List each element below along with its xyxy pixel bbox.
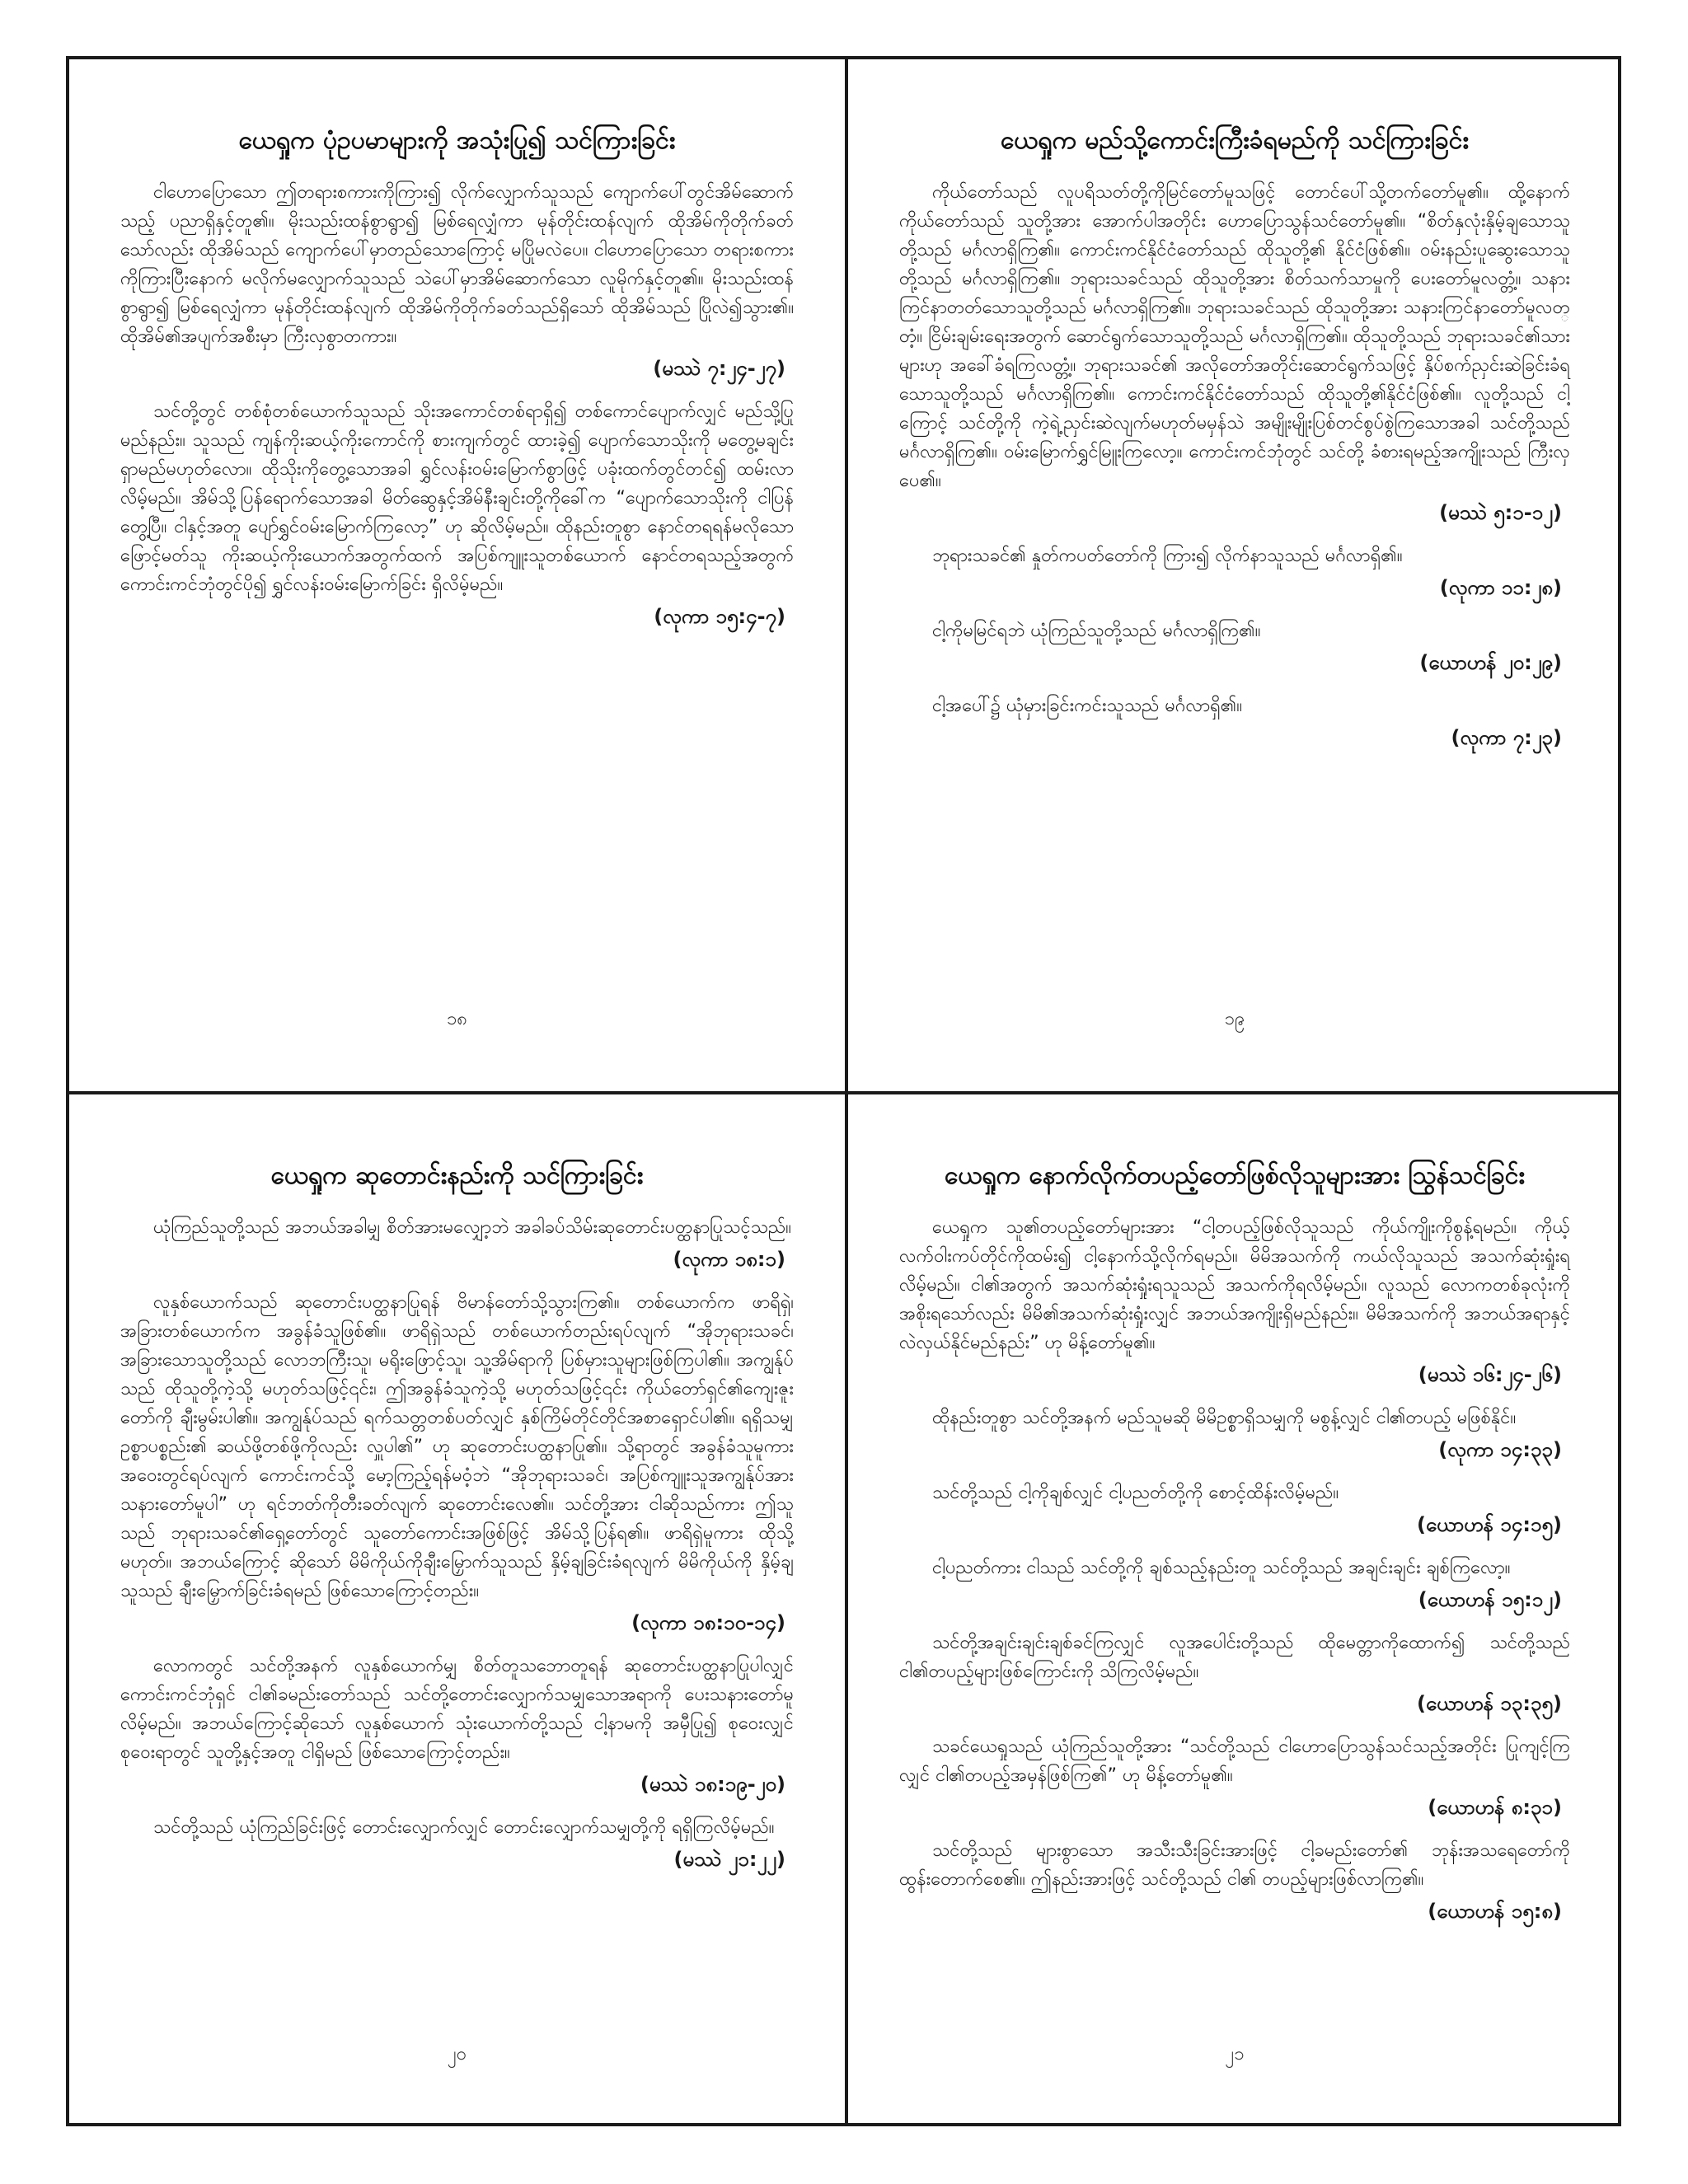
- page-panel-bottom-left: [69, 1094, 845, 2126]
- verse-blocks: [120, 1213, 794, 1873]
- page-number: ၂၀: [447, 2044, 467, 2064]
- scripture-reference: (မဿဲ ၇:၂၄-၂၇): [653, 357, 785, 380]
- page-title: ယေရှုက ပုံဥပမာများကို အသုံးပြု၍ သင်ကြားခြင်း: [238, 126, 676, 155]
- booklet-sheet: [66, 56, 1621, 2126]
- verse-paragraph: ငါ့ကိုမမြင်ရဘဲ ယုံကြည်သူတို့သည် မင်္ဂလာရှိကြ၏။: [932, 621, 1261, 641]
- page-number: ၁၉: [1224, 1009, 1245, 1029]
- verse-paragraph: သင်တို့သည် ယုံကြည်ခြင်းဖြင့် တောင်းလျှောက်လျှင် တောင်းလျှောက်သမျှတို့ကို ရရှိကြလိမ့်မည်။: [153, 1817, 775, 1838]
- page-title: ယေရှုက ဆုတောင်းနည်းကို သင်ကြားခြင်း: [270, 1161, 644, 1190]
- scripture-reference: (လုကာ ၁၈:၁၀-၁၄): [631, 1611, 785, 1634]
- verse-paragraph: ယုံကြည်သူတို့သည် အဘယ်အခါမျှ စိတ်အားမလျှော့ဘဲ အခါခပ်သိမ်းဆုတောင်းပတ္ထနာပြုသင့်သည်။: [153, 1217, 791, 1238]
- scripture-reference: (လုကာ ၁၅:၄-၇): [654, 605, 785, 628]
- verse-blocks: [120, 178, 794, 630]
- scripture-reference: (ယောဟန် ၁၅:၈): [1428, 1900, 1562, 1923]
- scripture-reference: (မဿဲ ၁၈:၁၉-၂၀): [640, 1773, 785, 1796]
- scripture-reference: (ယောဟန် ၈:၃၁): [1428, 1796, 1562, 1819]
- scripture-reference: (ယောဟန် ၁၄:၁၅): [1417, 1513, 1562, 1536]
- scripture-reference: (မဿဲ ၅:၁-၁၂): [1439, 501, 1562, 524]
- scripture-reference: (လုကာ ၇:၂၃): [1451, 726, 1562, 749]
- page-number: ၂၁: [1225, 2044, 1245, 2064]
- verse-paragraph: လောကတွင် သင်တို့အနက် လူနှစ်ယောက်မျှ စိတ်တူသဘောတူရန် ဆုတောင်းပတ္ထနာပြုပါလျှင် ကောင်းကင်ဘုံရှင် ငါ၏ခမည်းတော်သည် သင်တို့တောင်းလျှောက်သမျှသောအရာကို ပေးသနားတော်မူလိမ့်မည်။ အဘယ်ကြောင့်ဆိုသော် လူနှစ်ယောက် သုံးယောက်တို့သည် ငါ့နာမကို အမှီပြု၍ စုဝေးလျှင် စုဝေးရာတွင် သူတို့နှင့်အတူ ငါရှိမည် ဖြစ်သောကြောင့်တည်း။: [120, 1656, 794, 1763]
- page-title: ယေရှုက နောက်လိုက်တပည့်တော်ဖြစ်လိုသူများအား ဩွန်သင်ခြင်း: [945, 1161, 1525, 1190]
- page-number: ၁၈: [447, 1009, 467, 1029]
- verse-paragraph: ကိုယ်တော်သည် လူပရိသတ်တို့ကိုမြင်တော်မူသဖြင့် တောင်ပေါ်သို့တက်တော်မူ၏။ ထို့နောက် ကိုယ်တော်သည် သူတို့အား အောက်ပါအတိုင်း ဟောပြောသွန်သင်တော်မူ၏။ “စိတ်နှလုံးနှိမ့်ချသောသူတို့သည် မင်္ဂလာရှိကြ၏။ ကောင်းကင်နိုင်ငံတော်သည် ထိုသူတို့၏ နိုင်ငံဖြစ်၏။ ဝမ်းနည်းပူဆွေးသောသူတို့သည် မင်္ဂလာရှိကြ၏။ ဘုရားသခင်သည် ထိုသူတို့အား စိတ်သက်သာမှုကို ပေးတော်မူလတ္တံ့။ သနားကြင်နာတတ်သောသူတို့သည် မင်္ဂလာရှိကြ၏။ ဘုရားသခင်သည် ထိုသူတို့အား သနားကြင်နာတော်မူလတ္တံ့။ ငြိမ်းချမ်းရေးအတွက် ဆောင်ရွက်သောသူတို့သည် မင်္ဂလာရှိကြ၏။ ထိုသူတို့သည် ဘုရားသခင်၏သားများဟု အခေါ်ခံရကြလတ္တံ့။ ဘုရားသခင်၏ အလိုတော်အတိုင်းဆောင်ရွက်သဖြင့် နှိပ်စက်ညှင်းဆဲခြင်းခံရသောသူတို့သည် မင်္ဂလာရှိကြ၏။ ကောင်းကင်နိုင်ငံတော်သည် ထိုသူတို့၏နိုင်ငံဖြစ်၏။ လူတို့သည် ငါ့ကြောင့် သင်တို့ကို ကဲ့ရဲ့ညှင်းဆဲလျက်မဟုတ်မမှန်သဲ အမျိုးမျိုးပြစ်တင်စွပ်စွဲကြသောအခါ သင်တို့သည် မင်္ဂလာရှိကြ၏။ ဝမ်းမြောက်ရွှင်မြူးကြလော့။ ကောင်းကင်ဘုံတွင် သင်တို့ ခံစားရမည့်အကျိုးသည် ကြီးလှပေ၏။: [899, 182, 1571, 491]
- scripture-reference: (ယောဟန် ၁၅:၁၂): [1418, 1588, 1562, 1611]
- page-panel-top-left: [69, 59, 845, 1091]
- scripture-reference: (လုကာ ၁၄:၃၃): [1438, 1438, 1562, 1461]
- verse-paragraph: ထိုနည်းတူစွာ သင်တို့အနက် မည်သူမဆို မိမိဥစ္စာရှိသမျှကို မစွန့်လျှင် ငါ၏တပည့် မဖြစ်နိုင်။: [932, 1408, 1517, 1428]
- verse-paragraph: ဘုရားသခင်၏ နှုတ်ကပတ်တော်ကို ကြား၍ လိုက်နာသူသည် မင်္ဂလာရှိ၏။: [932, 546, 1403, 566]
- verse-paragraph: သင်တို့သည် များစွာသော အသီးသီးခြင်းအားဖြင့် ငါ့ခမည်းတော်၏ ဘုန်းအသရေတော်ကို ထွန်းတောက်စေ၏။ ဤနည်းအားဖြင့် သင်တို့သည် ငါ၏ တပည့်များဖြစ်လာကြ၏။: [899, 1840, 1570, 1890]
- scripture-reference: (ယောဟန် ၁၃:၃၅): [1417, 1692, 1562, 1715]
- verse-paragraph: ငါ့ပညတ်ကား ငါသည် သင်တို့ကို ချစ်သည့်နည်းတူ သင်တို့သည် အချင်းချင်း ချစ်ကြလော့။: [932, 1558, 1511, 1578]
- verse-blocks: [899, 178, 1570, 752]
- scripture-reference: (မဿဲ ၂၁:၂၂): [673, 1848, 785, 1871]
- page-panel-bottom-right: [848, 1094, 1621, 2126]
- scripture-reference: (လုကာ ၁၈:၁): [673, 1248, 785, 1271]
- verse-paragraph: ယေရှုက သူ၏တပည့်တော်များအား “ငါ့တပည့်ဖြစ်လိုသူသည် ကိုယ်ကျိုးကိုစွန့်ရမည်။ ကိုယ့်လက်ဝါးကပ်တိုင်ကိုထမ်း၍ ငါ့နောက်သို့လိုက်ရမည်။ မိမိအသက်ကို ကယ်လိုသူသည် အသက်ဆုံးရှုံးရလိမ့်မည်။ ငါ၏အတွက် အသက်ဆုံးရှုံးရသူသည် အသက်ကိုရလိမ့်မည်။ လူသည် လောကတစ်ခုလုံးကို အစိုးရသော်လည်း မိမိ၏အသက်ဆုံးရှုံးလျှင် အဘယ်အကျိုးရှိမည်နည်း။ မိမိအသက်ကို အဘယ်အရာနှင့် လဲလှယ်နိုင်မည်နည်း” ဟု မိန့်တော်မူ၏။: [899, 1217, 1570, 1353]
- verse-paragraph: သခင်ယေရှုသည် ယုံကြည်သူတို့အား “သင်တို့သည် ငါဟောပြောသွန်သင်သည့်အတိုင်း ပြုကျင့်ကြလျှင် ငါ၏တပည့်အမှန်ဖြစ်ကြ၏” ဟု မိန့်တော်မူ၏။: [899, 1736, 1570, 1786]
- scripture-reference: (မဿဲ ၁၆:၂၄-၂၆): [1418, 1363, 1562, 1386]
- verse-paragraph: သင်တို့တွင် တစ်စုံတစ်ယောက်သူသည် သိုးအကောင်တစ်ရာရှိ၍ တစ်ကောင်ပျောက်လျှင် မည်သို့ပြုမည်နည်း။ သူသည် ကျန်ကိုးဆယ့်ကိုးကောင်ကို စားကျက်တွင် ထားခဲ့၍ ပျောက်သောသိုးကို မတွေ့မချင်းရှာမည်မဟုတ်လော။ ထိုသိုးကိုတွေ့သောအခါ ရွှင်လန်းဝမ်းမြောက်စွာဖြင့် ပခုံးထက်တွင်တင်၍ ထမ်းလာလိမ့်မည်။ အိမ်သို့ပြန်ရောက်သောအခါ မိတ်ဆွေနှင့်အိမ်နီးချင်းတို့ကိုခေါ်က “ပျောက်သောသိုးကို ငါပြန်တွေ့ပြီ။ ငါနှင့်အတူ ပျော်ရွှင်ဝမ်းမြောက်ကြလော့” ဟု ဆိုလိမ့်မည်။ ထိုနည်းတူစွာ နောင်တရရန်မလိုသော ဖြောင့်မတ်သူ ကိုးဆယ့်ကိုးယောက်အတွက်ထက် အပြစ်ကျူးသူတစ်ယောက် နောင်တရသည့်အတွက်ကောင်းကင်ဘုံတွင်ပို၍ ရွှင်လန်းဝမ်းမြောက်ခြင်း ရှိလိမ့်မည်။: [120, 401, 794, 595]
- verse-paragraph: ငါဟောပြောသော ဤတရားစကားကိုကြား၍ လိုက်လျှောက်သူသည် ကျောက်ပေါ်တွင်အိမ်ဆောက်သည့် ပညာရှိနှင့်တူ၏။ မိုးသည်းထန်စွာရွာ၍ မြစ်ရေလျှံကာ မုန်တိုင်းထန်လျက် ထိုအိမ်ကိုတိုက်ခတ်သော်လည်း ထိုအိမ်သည် ကျောက်ပေါ်မှာတည်သောကြောင့် မပြိုမလဲပေ။ ငါဟောပြောသော တရားစကားကိုကြားပြီးနောက် မလိုက်မလျှောက်သူသည် သဲပေါ်မှာအိမ်ဆောက်သော လူမိုက်နှင့်တူ၏။ မိုးသည်းထန်စွာရွာ၍ မြစ်ရေလျှံကာ မုန်တိုင်းထန်လျက် ထိုအိမ်ကိုတိုက်ခတ်သည်ရှိသော် ထိုအိမ်သည် ပြိုလဲ၍သွား၏။ ထိုအိမ်၏အပျက်အစီးမှာ ကြီးလှစွာတကား။: [120, 182, 794, 347]
- page-title: ယေရှုက မည်သို့ကောင်းကြီးခံရမည်ကို သင်ကြားခြင်း: [1000, 126, 1470, 155]
- page-panel-top-right: [848, 59, 1621, 1091]
- verse-blocks: [899, 1213, 1570, 1925]
- verse-paragraph: ငါ့အပေါ်၌ ယုံမှားခြင်းကင်းသူသည် မင်္ဂလာရှိ၏။: [932, 696, 1243, 716]
- verse-paragraph: သင်တို့အချင်းချင်းချစ်ခင်ကြလျှင် လူအပေါင်းတို့သည် ထိုမေတ္တာကိုထောက်၍ သင်တို့သည် ငါ၏တပည့်များဖြစ်ကြောင်းကို သိကြလိမ့်မည်။: [899, 1633, 1570, 1682]
- scripture-reference: (လုကာ ၁၁:၂၈): [1439, 576, 1562, 599]
- verse-paragraph: လူနှစ်ယောက်သည် ဆုတောင်းပတ္ထနာပြုရန် ဗိမာန်တော်သို့သွားကြ၏။ တစ်ယောက်က ဖာရိရှဲ၊ အခြားတစ်ယောက်က အခွန်ခံသူဖြစ်၏။ ဖာရိရှဲသည် တစ်ယောက်တည်းရပ်လျက် “အိုဘုရားသခင်၊ အခြားသောသူတို့သည် လောဘကြီးသူ၊ မရိုးဖြောင့်သူ၊ သူ့အိမ်ရာကို ပြစ်မှားသူများဖြစ်ကြပါ၏။ အကျွန်ုပ်သည် ထိုသူတို့ကဲ့သို့ မဟုတ်သဖြင့်၎င်း၊ ဤအခွန်ခံသူကဲ့သို့ မဟုတ်သဖြင့်၎င်း ကိုယ်တော်ရှင်၏ကျေးဇူးတော်ကို ချီးမွမ်းပါ၏။ အကျွန်ုပ်သည် ရက်သတ္တတစ်ပတ်လျှင် နှစ်ကြိမ်တိုင်တိုင်အစာရှောင်ပါ၏။ ရရှိသမျှဥစ္စာပစ္စည်း၏ ဆယ်ဖို့တစ်ဖို့ကိုလည်း လှူပါ၏” ဟု ဆုတောင်းပတ္ထနာပြု၏။ သို့ရာတွင် အခွန်ခံသူမူကား အဝေးတွင်ရပ်လျက် ကောင်းကင်သို့ မော့ကြည့်ရန်မဝံ့ဘဲ “အိုဘုရားသခင်၊ အပြစ်ကျူးသူအကျွန်ုပ်အား သနားတော်မူပါ” ဟု ရင်ဘတ်ကိုတီးခတ်လျက် ဆုတောင်းလေ၏။ သင်တို့အား ငါဆိုသည်ကား ဤသူသည် ဘုရားသခင်၏ရှေ့တော်တွင် သူတော်ကောင်းအဖြစ်ဖြင့် အိမ်သို့ပြန်ရ၏။ ဖာရိရှဲမူကား ထိုသို့မဟုတ်။ အဘယ်ကြောင့် ဆိုသော် မိမိကိုယ်ကိုချီးမြှောက်သူသည် နှိမ့်ချခြင်းခံရလျက် မိမိကိုယ်ကို နှိမ့်ချသူသည် ချီးမြှောက်ခြင်းခံရမည် ဖြစ်သောကြောင့်တည်း။: [120, 1292, 794, 1601]
- scripture-reference: (ယောဟန် ၂၀:၂၉): [1419, 651, 1562, 674]
- verse-paragraph: သင်တို့သည် ငါ့ကိုချစ်လျှင် ငါ့ပညတ်တို့ကို စောင့်ထိန်းလိမ့်မည်။: [932, 1483, 1339, 1503]
